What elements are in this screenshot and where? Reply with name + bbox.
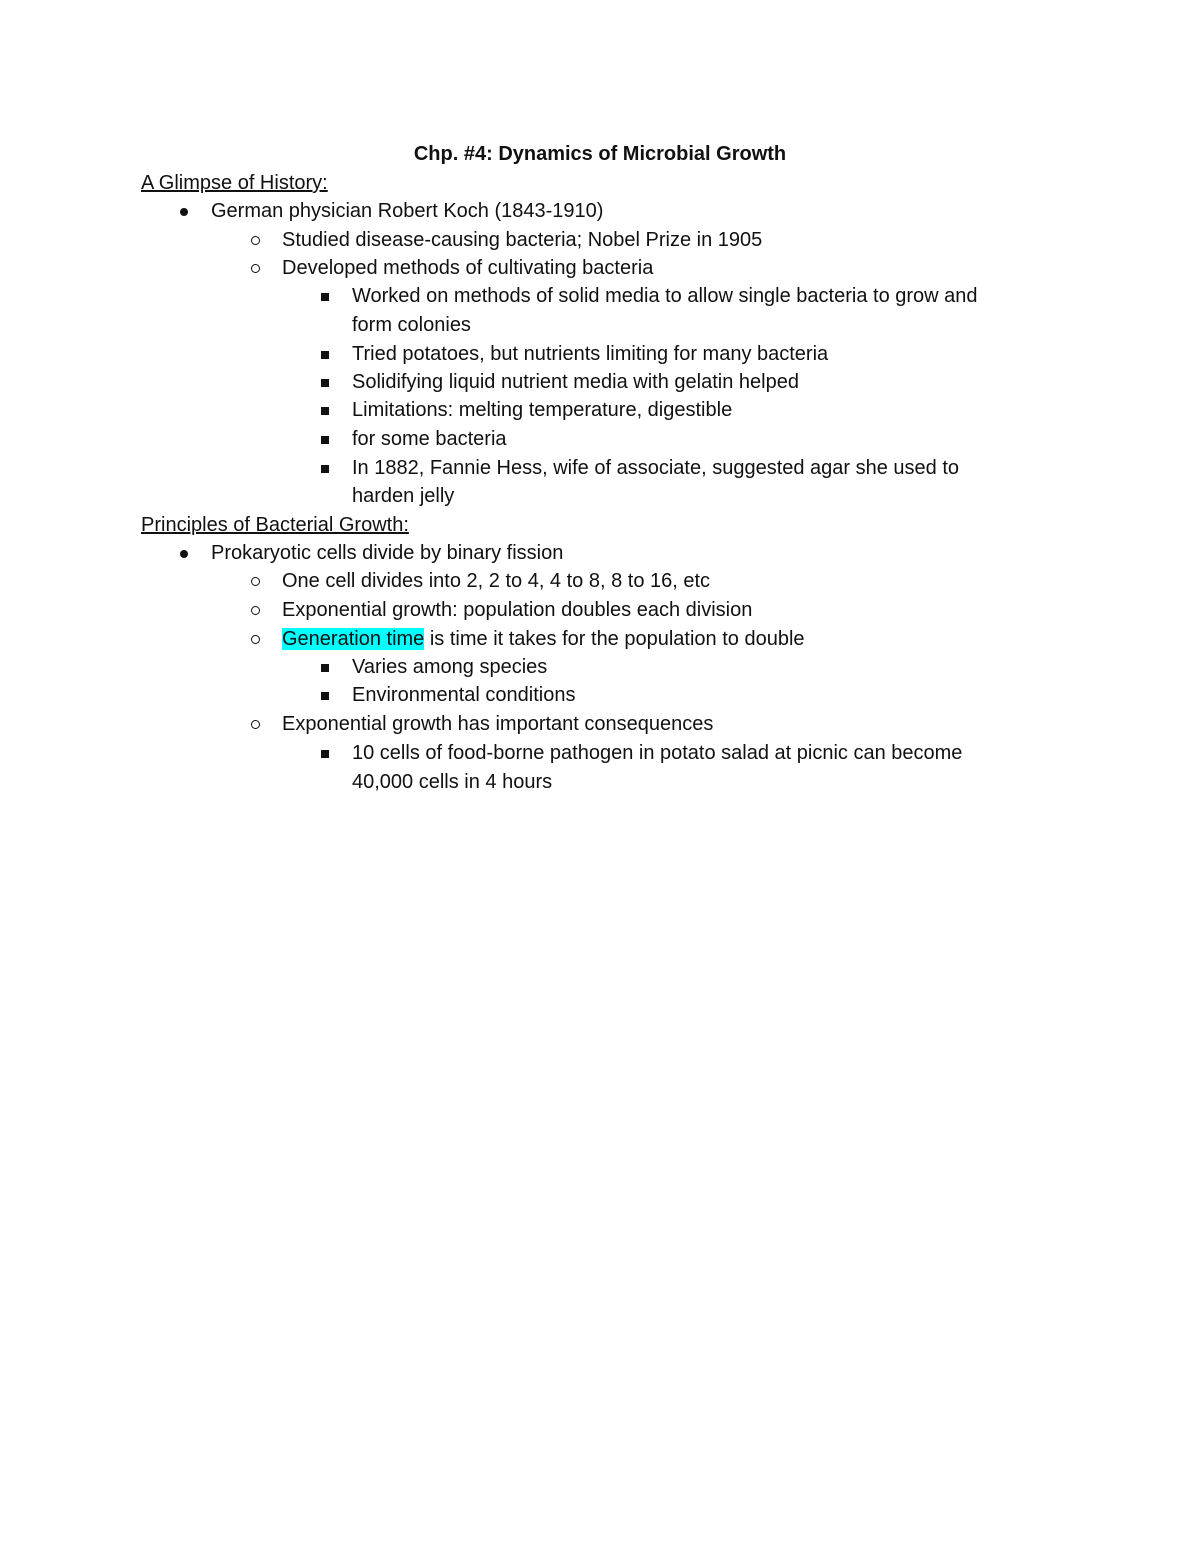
list-item: Exponential growth has important consequences (282, 713, 714, 735)
square-bullet-icon (315, 396, 335, 424)
list-item: Studied disease-causing bacteria; Nobel Prize in 1905 (282, 229, 763, 251)
list-item: 10 cells of food-borne pathogen in potato salad at picnic can become (352, 742, 963, 764)
list-item-continuation: form colonies (352, 314, 471, 336)
square-bullet-icon (315, 368, 335, 396)
list-item: for some bacteria (352, 428, 507, 450)
filled-circle-bullet-icon (174, 197, 194, 225)
list-item: Limitations: melting temperature, digestible (352, 399, 733, 421)
list-item: Exponential growth: population doubles each division (282, 599, 753, 621)
list-item: Prokaryotic cells divide by binary fission (211, 542, 564, 564)
hollow-circle-bullet-icon (245, 567, 265, 595)
section-heading-principles: Principles of Bacterial Growth: (141, 514, 409, 536)
list-item-text: is time it takes for the population to double (424, 628, 805, 650)
square-bullet-icon (315, 282, 335, 310)
list-item: German physician Robert Koch (1843-1910) (211, 200, 604, 222)
list-item: One cell divides into 2, 2 to 4, 4 to 8, 8 to 16, etc (282, 570, 711, 592)
list-item: In 1882, Fannie Hess, wife of associate, suggested agar she used to (352, 457, 960, 479)
square-bullet-icon (315, 425, 335, 453)
list-item-continuation: harden jelly (352, 485, 455, 507)
hollow-circle-bullet-icon (245, 596, 265, 624)
square-bullet-icon (315, 340, 335, 368)
list-item: Solidifying liquid nutrient media with gelatin helped (352, 371, 799, 393)
hollow-circle-bullet-icon (245, 625, 265, 653)
square-bullet-icon (315, 454, 335, 482)
list-item: Worked on methods of solid media to allow single bacteria to grow and (352, 285, 978, 307)
list-item: Developed methods of cultivating bacteria (282, 257, 654, 279)
list-item: Environmental conditions (352, 684, 576, 706)
hollow-circle-bullet-icon (245, 226, 265, 254)
list-item: Varies among species (352, 656, 548, 678)
square-bullet-icon (315, 681, 335, 709)
square-bullet-icon (315, 739, 335, 767)
square-bullet-icon (315, 653, 335, 681)
hollow-circle-bullet-icon (245, 254, 265, 282)
filled-circle-bullet-icon (174, 539, 194, 567)
section-heading-history: A Glimpse of History: (141, 172, 328, 194)
list-item: Tried potatoes, but nutrients limiting for many bacteria (352, 343, 829, 365)
list-item-continuation: 40,000 cells in 4 hours (352, 771, 553, 793)
hollow-circle-bullet-icon (245, 710, 265, 738)
list-item (282, 625, 805, 653)
document-title: Chp. #4: Dynamics of Microbial Growth (413, 143, 787, 165)
highlighted-term: Generation time (282, 628, 425, 650)
